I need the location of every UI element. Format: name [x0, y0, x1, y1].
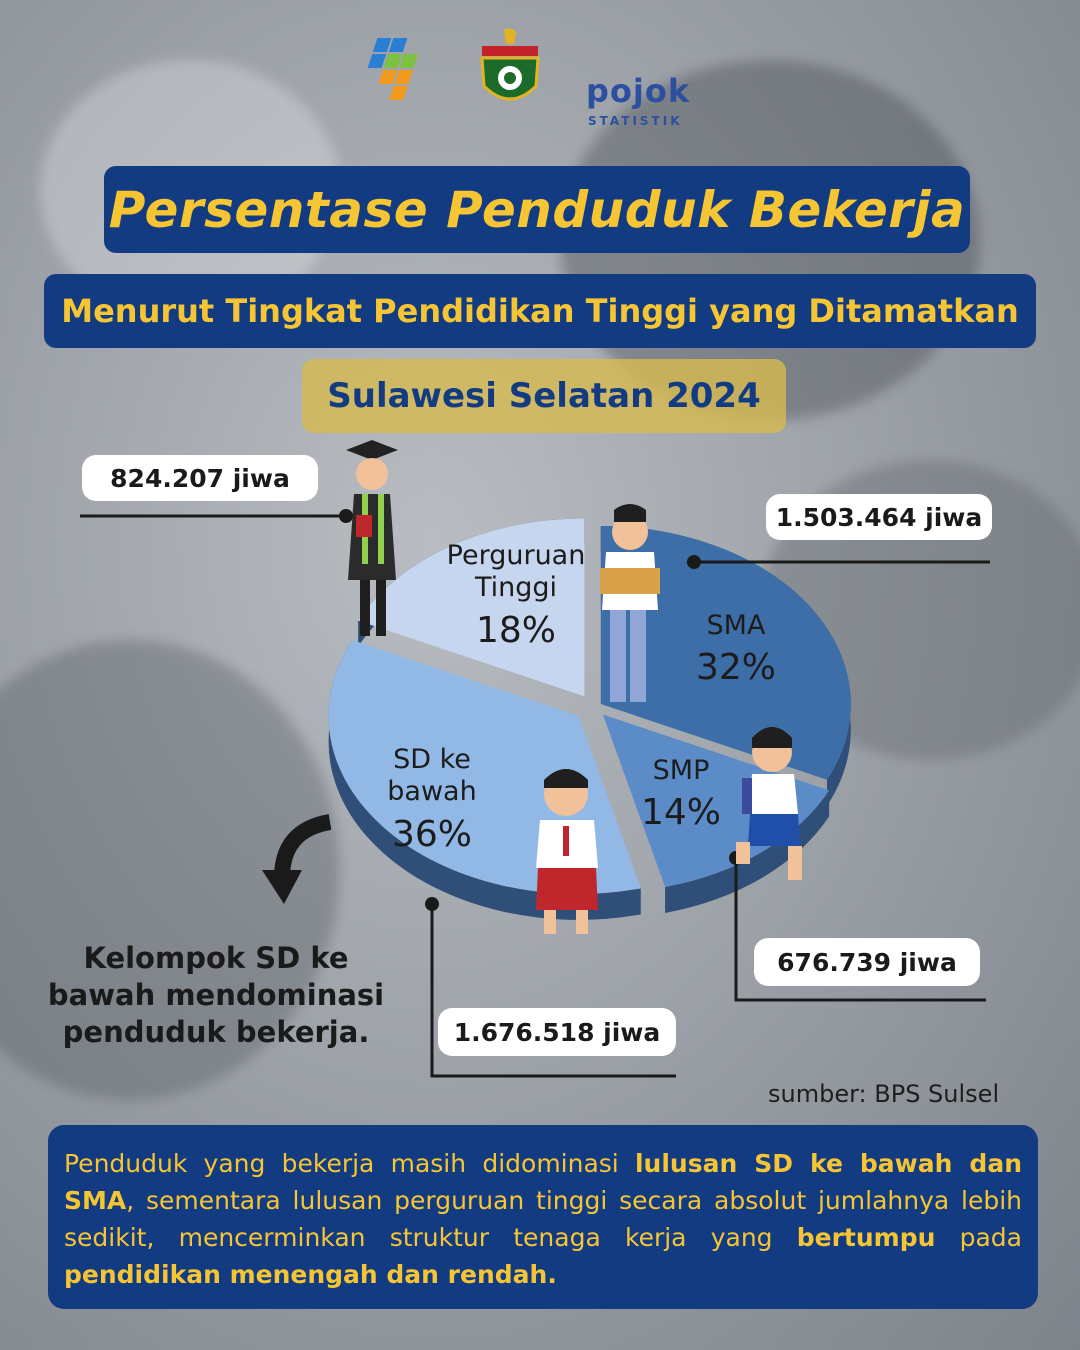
info-text-3: pada	[935, 1223, 1022, 1252]
info-bold-2: bertumpu	[796, 1223, 936, 1252]
source-label: sumber: BPS Sulsel	[768, 1080, 1000, 1108]
page-subtitle: Menurut Tingkat Pendidikan Tinggi yang Ditamatkan	[44, 274, 1036, 348]
slice-label-smp	[626, 755, 736, 835]
arrow-head-icon	[262, 870, 302, 904]
info-box	[48, 1125, 1038, 1309]
info-text-1: Penduduk yang bekerja masih didominasi	[64, 1149, 635, 1178]
leader-dot-sd	[425, 897, 439, 911]
leader-dot-pt	[339, 509, 353, 523]
count-pill-pt: 824.207 jiwa	[82, 455, 318, 501]
slice-label-sd	[362, 744, 502, 856]
info-bold-1: lulusan SD ke bawah dan SMA	[64, 1149, 1022, 1215]
page-title: Persentase Penduduk Bekerja	[104, 166, 970, 253]
slice-label-sd-percent: 36%	[391, 813, 472, 855]
count-pill-smp: 676.739 jiwa	[754, 938, 980, 986]
count-pill-sma: 1.503.464 jiwa	[766, 494, 992, 540]
slice-label-sd-line2: bawah	[387, 776, 477, 808]
count-pill-sd: 1.676.518 jiwa	[438, 1008, 676, 1056]
slice-label-sma-percent: 32%	[695, 647, 776, 689]
info-bold-3: pendidikan menengah dan rendah.	[64, 1260, 557, 1289]
dominance-note: Kelompok SD ke bawah mendominasi penduduk bekerja.	[47, 941, 385, 1050]
slice-label-sd-line1: SD ke	[393, 744, 471, 775]
region-label: Sulawesi Selatan 2024	[302, 359, 786, 433]
curved-arrow-icon	[282, 822, 330, 878]
pojok-logo-text: pojok	[586, 72, 691, 110]
slice-label-pt	[428, 540, 604, 652]
statistik-logo-text: STATISTIK	[588, 114, 683, 128]
info-text-2: , sementara lulusan perguruan tinggi secara absolut jumlahnya lebih sedikit, mencerminkan struktur tenaga kerja yang	[64, 1186, 1022, 1252]
slice-label-smp-percent: 14%	[640, 792, 721, 834]
slice-label-sma-name: SMA	[706, 610, 766, 641]
slice-label-pt-percent: 18%	[475, 609, 556, 651]
leader-dot-sma	[687, 555, 701, 569]
slice-label-smp-name: SMP	[652, 755, 710, 786]
slice-label-pt-line2: Tinggi	[474, 572, 558, 604]
slice-label-sma	[676, 610, 796, 690]
slice-label-pt-line1: Perguruan	[446, 540, 586, 571]
